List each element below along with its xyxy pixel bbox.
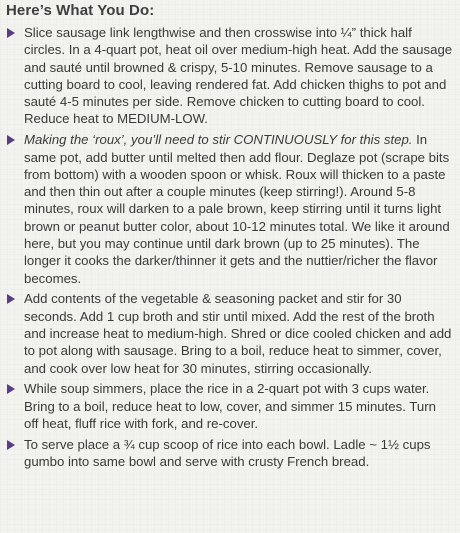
step-text: Slice sausage link lengthwise and then crosswise into ¼” thick half circles. In a 4-quart pot, heat oil over medium-high heat. Add the sausage and sauté until browned & crispy, 5-10 minutes. Remove sausage to a cutting board to cool, leaving rendered fat. Add chicken thighs to pot and sauté 4-5 minutes per side. Remove chicken to cutting board to cool. Reduce heat to MEDIUM-LOW. bbox=[24, 25, 453, 127]
step-emphasis: Making the ‘roux’, you’ll need to stir CONTINUOUSLY for this step. bbox=[24, 132, 413, 148]
step-2 bbox=[0, 131, 460, 287]
triangle-right-icon bbox=[7, 135, 15, 145]
step-5 bbox=[0, 436, 460, 471]
step-text: To serve place a ¾ cup scoop of rice into each bowl. Ladle ~ 1½ cups gumbo into same bowl and serve with crusty French bread. bbox=[24, 436, 431, 470]
step-4 bbox=[0, 380, 460, 432]
triangle-right-icon bbox=[7, 28, 15, 38]
step-text: In same pot, add butter until melted then add flour. Deglaze pot (scrape bits from bottom) with a wooden spoon or whisk. Roux will thicken to a paste and then thin out after a couple minutes (keep stirring!). Around 5-8 minutes, roux will darken to a pale brown, keep stirring until it turns light brown or peanut butter color, about 10-12 minutes total. We like it around here, but you may continue until dark brown (up to 25 minutes). The longer it cooks the darker/thinner it gets and the nuttier/richer the flavor becomes. bbox=[24, 132, 450, 286]
section-heading: Here’s What You Do: bbox=[6, 2, 155, 19]
triangle-right-icon bbox=[7, 294, 15, 304]
step-1 bbox=[0, 24, 460, 128]
triangle-right-icon bbox=[7, 440, 15, 450]
step-text: While soup simmers, place the rice in a 2-quart pot with 3 cups water. Bring to a boil, reduce heat to low, cover, and simmer 15 minutes. Turn off heat, fluff rice with fork, and re-cover. bbox=[24, 381, 436, 432]
triangle-right-icon bbox=[7, 384, 15, 394]
step-3 bbox=[0, 290, 460, 376]
steps-list bbox=[0, 24, 460, 474]
step-text: Add contents of the vegetable & seasoning packet and stir for 30 seconds. Add 1 cup broth and stir until mixed. Add the rest of the broth and increase heat to medium-high. Shred or dice cooled chicken and add to pot along with sausage. Bring to a boil, reduce heat to simmer, cover, and cook over low heat for 30 minutes, stirring occasionally. bbox=[24, 291, 452, 376]
